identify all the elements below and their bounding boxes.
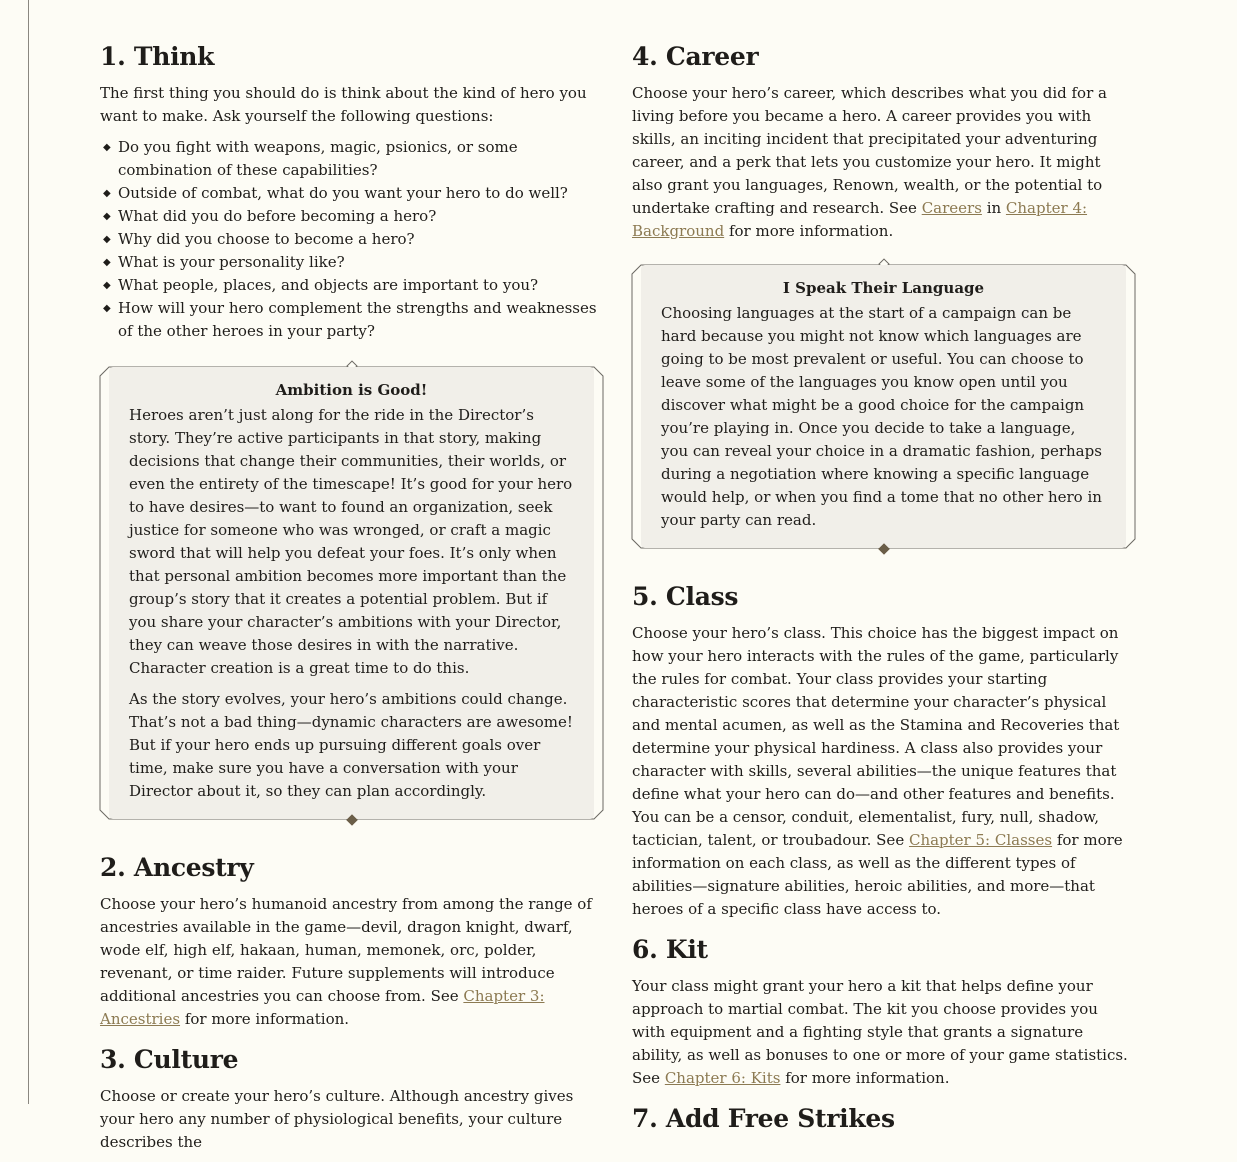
language-sidebar: [632, 265, 1135, 548]
kit-heading: 6. Kit: [632, 935, 708, 964]
class-text: Choose your hero’s class. This choice has the biggest impact on how your hero interacts with the rules of the game, particularly the rules for combat. Your class provides your starting characteristic scores that determine your character’s physical and mental acumen, as well as the Stamina and Recoveries that determine your physical hardiness. A class also provides your character with skills, several abilities—the unique features that define what your hero can do—and other features and benefits. You can be a censor, conduit, elementalist, fury, null, shadow, tactician, talent, or troubadour. See Chapter 5: Classes for more information on each class, as well as the different types of abilities—signature abilities, heroic abilities, and more—that heroes of a specific class have access to.: [632, 624, 1123, 918]
think-question-item: ◆ Why did you choose to become a hero?: [100, 228, 603, 251]
bullet-diamond-icon: ◆: [103, 188, 111, 199]
ancestries-chapter-link[interactable]: Chapter 3: Ancestries: [100, 987, 545, 1028]
free-strikes-heading: 7. Add Free Strikes: [632, 1104, 895, 1133]
career-text: Choose your hero’s career, which describes what you did for a living before you became a hero. A career provides you with skills, an inciting incident that precipitated your adventuring career, and a perk that lets you customize your hero. It might also grant you languages, Renown, wealth, or the potential to undertake crafting and research. See Careers in Chapter 4: Background for more information.: [632, 84, 1107, 240]
bullet-diamond-icon: ◆: [103, 142, 111, 153]
bullet-diamond-icon: ◆: [103, 280, 111, 291]
think-question-list: [100, 136, 603, 343]
ambition-paragraph-2: As the story evolves, your hero’s ambitions could change. That’s not a bad thing—dynamic characters are awesome! But if your hero ends up pursuing different goals over time, make sure you have a conversation with your Director about it, so they can plan accordingly.: [129, 690, 573, 800]
bullet-diamond-icon: ◆: [103, 303, 111, 314]
left-column: [100, 42, 603, 1162]
ancestry-text: Choose your hero’s humanoid ancestry from among the range of ancestries available in the game—devil, dragon knight, dwarf, wode elf, high elf, hakaan, human, memonek, orc, polder, revenant, or time raider. Future supplements will introduce additional ancestries you can choose from. See Chapter 3: Ancestries for more information.: [100, 895, 592, 1028]
think-question-item: ◆ How will your hero complement the strengths and weaknesses of the other heroes in your party?: [103, 299, 597, 340]
think-question-item: ◆ What people, places, and objects are important to you?: [100, 274, 603, 297]
bullet-diamond-icon: ◆: [103, 234, 111, 245]
think-question-item: ◆ What is your personality like?: [100, 251, 603, 274]
career-heading: 4. Career: [632, 42, 759, 71]
careers-link[interactable]: Careers: [921, 199, 982, 217]
think-heading: 1. Think: [100, 42, 215, 71]
kit-text: Your class might grant your hero a kit that helps define your approach to martial combat. The kit you choose provides you with equipment and a fighting style that grants a signature ability, as well as bonuses to one or more of your game statistics. See Chapter 6: Kits for more information.: [632, 977, 1128, 1087]
ambition-sidebar-inner: [109, 367, 594, 819]
ancestry-heading: 2. Ancestry: [100, 853, 254, 882]
right-column: [632, 42, 1135, 1144]
background-chapter-link[interactable]: Chapter 4: Background: [632, 199, 1088, 240]
ambition-sidebar: [100, 367, 603, 819]
kits-chapter-link[interactable]: Chapter 6: Kits: [664, 1069, 781, 1087]
ambition-title: Ambition is Good!: [275, 381, 428, 399]
language-title: I Speak Their Language: [782, 279, 985, 297]
think-question-item: ◆ Outside of combat, what do you want your hero to do well?: [100, 182, 603, 205]
think-intro: The first thing you should do is think about the kind of hero you want to make. Ask yourself the following questions:: [100, 84, 587, 125]
culture-text: Choose or create your hero’s culture. Although ancestry gives your hero any number of physiological benefits, your culture describes the: [100, 1087, 574, 1151]
bullet-diamond-icon: ◆: [103, 257, 111, 268]
think-question-item: ◆ What did you do before becoming a hero?: [100, 205, 603, 228]
think-question-item: ◆ Do you fight with weapons, magic, psionics, or some combination of these capabilities?: [103, 138, 518, 179]
class-heading: 5. Class: [632, 582, 739, 611]
bullet-diamond-icon: ◆: [103, 211, 111, 222]
culture-heading: 3. Culture: [100, 1045, 239, 1074]
language-text: Choosing languages at the start of a campaign can be hard because you might not know which languages are going to be most prevalent or useful. You can choose to leave some of the languages you know open until you discover what might be a good choice for the campaign you’re playing in. Once you decide to take a language, you can reveal your choice in a dramatic fashion, perhaps during a negotiation where knowing a specific language would help, or when you find a tome that no other hero in your party can read.: [661, 304, 1102, 529]
classes-chapter-link[interactable]: Chapter 5: Classes: [908, 831, 1053, 849]
ambition-paragraph-1: Heroes aren’t just along for the ride in the Director’s story. They’re active participants in that story, making decisions that change their communities, their worlds, or even the entirety of the timescape! It’s good for your hero to have desires—to want to found an organization, seek justice for someone who was wronged, or craft a magic sword that will help you defeat your foes. It’s only when that personal ambition becomes more important than the group’s story that it creates a potential problem. But if you share your character’s ambitions with your Director, they can weave those desires in with the narrative. Character creation is a great time to do this.: [129, 406, 573, 677]
language-sidebar-inner: [641, 265, 1126, 548]
